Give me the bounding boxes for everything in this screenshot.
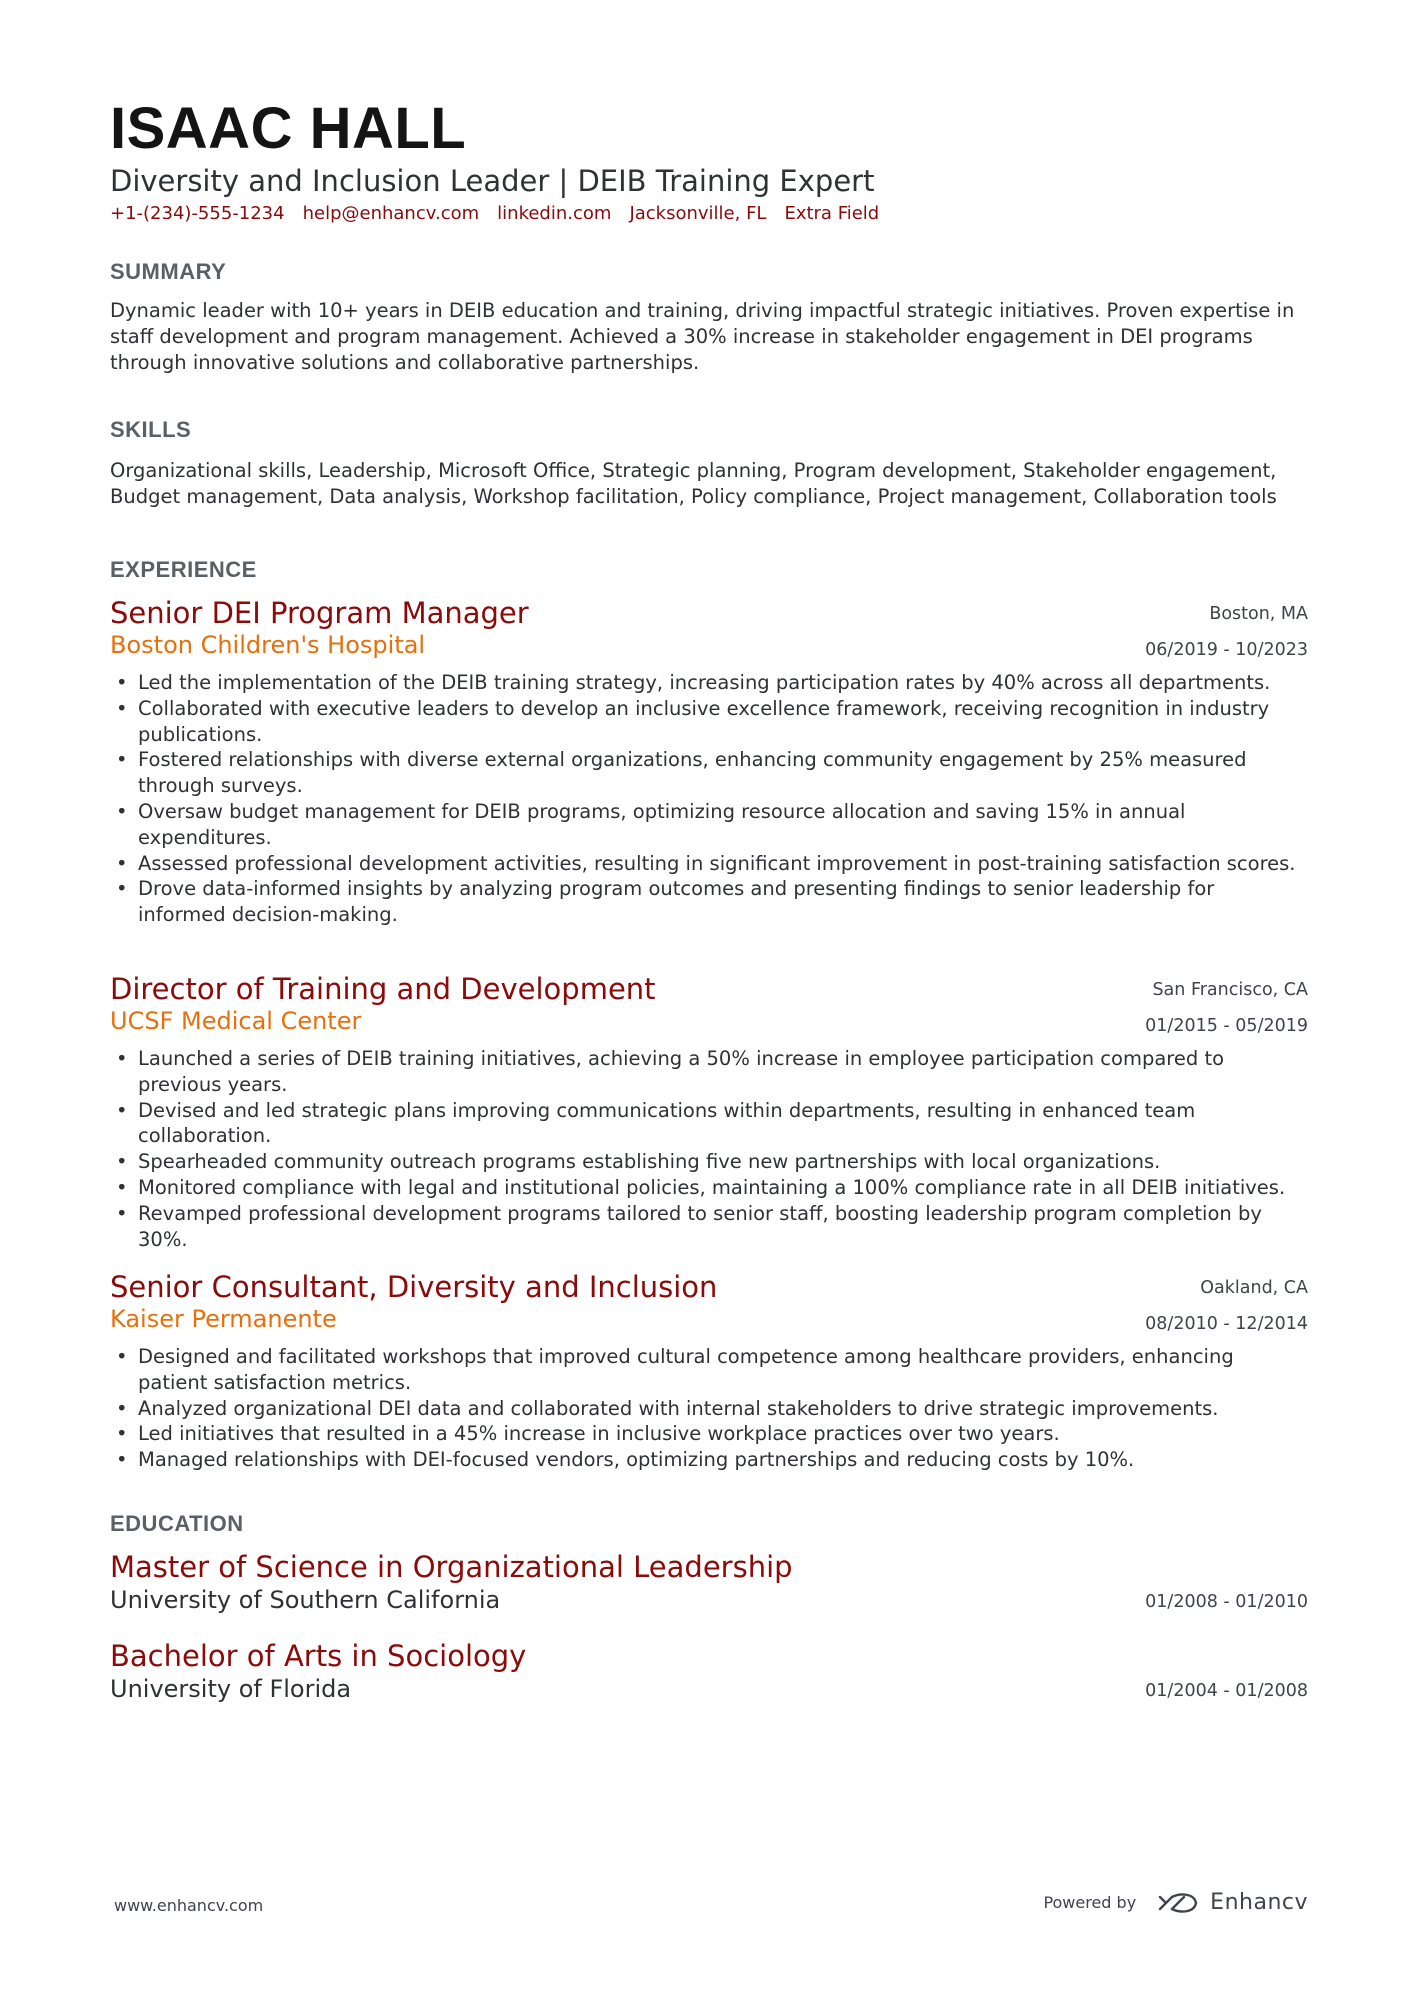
job-bullet: • Revamped professional development programs tailored to senior staff, boosting leadership program completion by 30%. xyxy=(110,1201,1308,1253)
job-title: Senior Consultant, Diversity and Inclusion xyxy=(110,1270,718,1304)
job-dates: 01/2015 - 05/2019 xyxy=(1145,1016,1308,1036)
candidate-name: ISAAC HALL xyxy=(110,96,467,161)
resume-page xyxy=(110,0,1308,1995)
experience-heading: EXPERIENCE xyxy=(110,557,257,582)
skills-text: Organizational skills, Leadership, Microsoft Office, Strategic planning, Program development, Stakeholder engagement, Budget management, Data analysis, Workshop facilitation, Policy compliance, Project management, Collaboration tools xyxy=(110,459,1277,508)
job-bullet: • Fostered relationships with diverse external organizations, enhancing community engagement by 25% measured through surveys. xyxy=(110,747,1308,799)
footer-website[interactable]: www.enhancv.com xyxy=(114,1896,264,1915)
contact-bar xyxy=(110,201,879,227)
job-bullet: • Assessed professional development activities, resulting in significant improvement in post-training satisfaction scores. xyxy=(110,851,1308,877)
job-company: Boston Children's Hospital xyxy=(110,631,426,659)
brand-link[interactable] xyxy=(1154,1890,1308,1915)
footer-branding xyxy=(1043,1890,1308,1915)
job-bullet: • Drove data-informed insights by analyzing program outcomes and presenting findings to senior leadership for informed decision-making. xyxy=(110,876,1308,928)
job-dates: 06/2019 - 10/2023 xyxy=(1145,640,1308,660)
contact-linkedin[interactable]: linkedin.com xyxy=(497,203,612,224)
education-dates: 01/2008 - 01/2010 xyxy=(1145,1592,1308,1612)
job-bullet: • Monitored compliance with legal and institutional policies, maintaining a 100% compliance rate in all DEIB initiatives. xyxy=(110,1175,1308,1201)
job-company: UCSF Medical Center xyxy=(110,1007,362,1035)
job-bullet: • Analyzed organizational DEI data and collaborated with internal stakeholders to drive strategic improvements. xyxy=(110,1396,1308,1422)
job-bullet: • Collaborated with executive leaders to develop an inclusive excellence framework, receiving recognition in industry publications. xyxy=(110,696,1308,748)
job-title: Senior DEI Program Manager xyxy=(110,596,529,630)
job-bullet: • Devised and led strategic plans improving communications within departments, resulting in enhanced team collaboration. xyxy=(110,1098,1308,1150)
contact-phone[interactable]: +1-(234)-555-1234 xyxy=(110,203,285,224)
job-bullet: • Launched a series of DEIB training initiatives, achieving a 50% increase in employee participation compared to previous years. xyxy=(110,1046,1308,1098)
job-bullet: • Oversaw budget management for DEIB programs, optimizing resource allocation and saving 15% in annual expenditures. xyxy=(110,799,1308,851)
job-dates: 08/2010 - 12/2014 xyxy=(1145,1314,1308,1334)
education-item xyxy=(110,1637,1308,1707)
job-bullets xyxy=(110,1344,1308,1473)
education-degree: Master of Science in Organizational Leadership xyxy=(110,1550,793,1584)
contact-email[interactable]: help@enhancv.com xyxy=(302,203,480,224)
job-location: Oakland, CA xyxy=(1200,1278,1308,1298)
summary-text: Dynamic leader with 10+ years in DEIB education and training, driving impactful strategic initiatives. Proven expertise in staff development and program management. Achieved a 30% increase in stakeholder engagement in DEI programs through innovative solutions and collaborative partnerships. xyxy=(110,299,1295,374)
powered-by-label: Powered by xyxy=(1043,1893,1137,1912)
enhancv-logo-icon xyxy=(1154,1891,1200,1915)
summary-heading: SUMMARY xyxy=(110,259,227,284)
job-title: Director of Training and Development xyxy=(110,972,656,1006)
education-item xyxy=(110,1548,1308,1618)
skills-heading: SKILLS xyxy=(110,417,192,442)
education-heading: EDUCATION xyxy=(110,1511,244,1536)
job-bullets xyxy=(110,1046,1308,1252)
job-bullet: • Led initiatives that resulted in a 45% increase in inclusive workplace practices over two years. xyxy=(110,1421,1308,1447)
brand-name: Enhancv xyxy=(1210,1890,1308,1915)
education-dates: 01/2004 - 01/2008 xyxy=(1145,1681,1308,1701)
job-location: Boston, MA xyxy=(1209,604,1308,624)
education-school: University of Southern California xyxy=(110,1586,501,1614)
job-bullet: • Managed relationships with DEI-focused vendors, optimizing partnerships and reducing costs by 10%. xyxy=(110,1447,1308,1473)
job-bullet: • Designed and facilitated workshops that improved cultural competence among healthcare providers, enhancing patient satisfaction metrics. xyxy=(110,1344,1308,1396)
contact-location: Jacksonville, FL xyxy=(629,203,767,224)
education-school: University of Florida xyxy=(110,1675,352,1703)
education-degree: Bachelor of Arts in Sociology xyxy=(110,1639,527,1673)
job-bullet: • Led the implementation of the DEIB training strategy, increasing participation rates by 40% across all departments. xyxy=(110,670,1308,696)
contact-extra: Extra Field xyxy=(784,203,880,224)
candidate-headline: Diversity and Inclusion Leader | DEIB Training Expert xyxy=(110,164,875,198)
job-company: Kaiser Permanente xyxy=(110,1305,337,1333)
job-bullets xyxy=(110,670,1308,928)
job-location: San Francisco, CA xyxy=(1152,980,1308,1000)
job-bullet: • Spearheaded community outreach programs establishing five new partnerships with local organizations. xyxy=(110,1149,1308,1175)
